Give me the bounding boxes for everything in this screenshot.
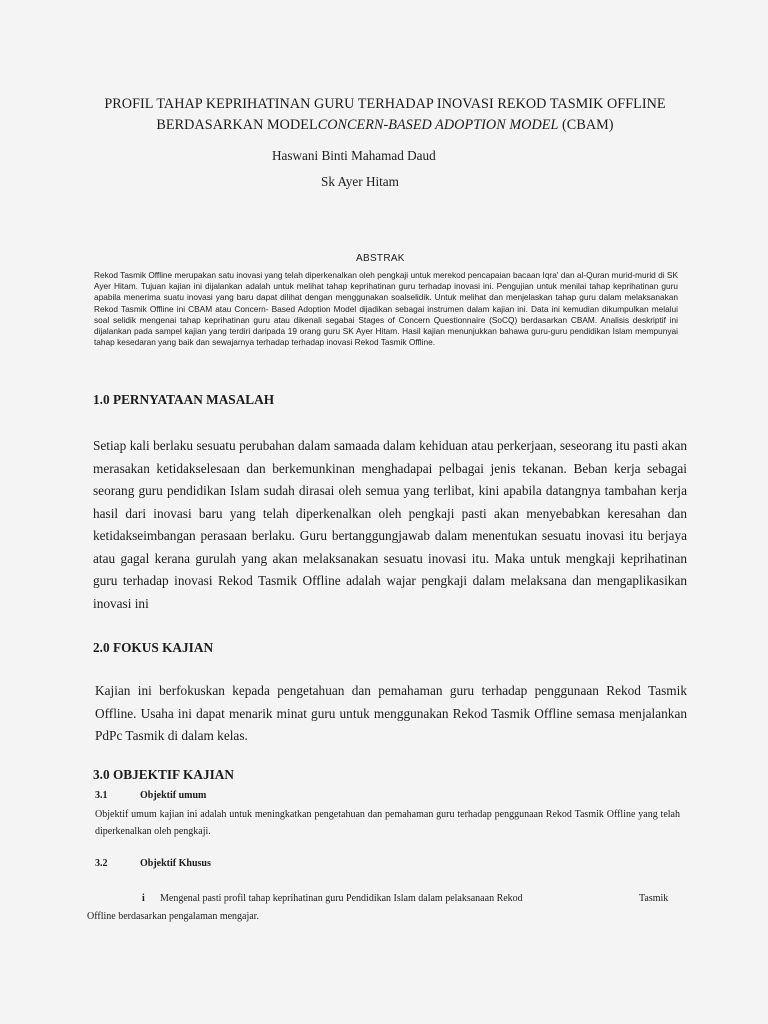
title-line-1: PROFIL TAHAP KEPRIHATINAN GURU TERHADAP INOVASI REKOD TASMIK OFFLINE xyxy=(104,96,666,112)
list-item-text: Mengenal pasti profil tahap keprihatinan guru Pendidikan Islam dalam pelaksanaan Rekod xyxy=(160,893,523,904)
section-3-heading: 3.0 OBJEKTIF KAJIAN xyxy=(93,767,234,782)
subsection-3-1-body: Objektif umum kajian ini adalah untuk meningkatkan pengetahuan dan pemahaman guru terhadap penggunaan Rekod Tasmik Offline yang telah diperkenalkan oleh pengkaji. xyxy=(95,809,680,837)
document-title xyxy=(60,94,710,136)
subsection-3-1-number: 3.1 xyxy=(95,790,108,801)
list-item-marker: i xyxy=(142,893,145,904)
list-item-continuation: Offline berdasarkan pengalaman mengajar. xyxy=(87,911,259,922)
abstract-heading: ABSTRAK xyxy=(356,253,405,264)
section-2-heading: 2.0 FOKUS KAJIAN xyxy=(93,640,214,655)
subsection-3-2-number: 3.2 xyxy=(95,858,108,869)
section-2-body: Kajian ini berfokuskan kepada pengetahuan dan pemahaman guru terhadap penggunaan Rekod Tasmik Offline. Usaha ini dapat menarik minat guru untuk menggunakan Rekod Tasmik Offline semasa menjalankan PdPc Tasmik di dalam kelas. xyxy=(95,683,687,743)
section-1-heading: 1.0 PERNYATAAN MASALAH xyxy=(93,392,275,407)
section-1-body: Setiap kali berlaku sesuatu perubahan dalam samaada dalam kehiduan atau perkerjaan, seseorang itu pasti akan merasakan ketidakselesaan dan berkemunkinan menghadapai pelbagai jenis tekanan. Beban kerja sebagai seorang guru pendidikan Islam sudah dirasai oleh semua yang terlibat, kini apabila datangnya tambahan kerja hasil dari inovasi baru yang telah diperkenalkan oleh pengkaji pasti akan menyebabkan keresahan dan ketidakseimbangan perasaan berlaku. Guru bertanggungjawab dalam menentukan sesuatu inovasi itu berjaya atau gagal kerana gurulah yang akan melaksanakan sesuatu inovasi itu. Maka untuk mengkaji keprihatinan guru terhadap inovasi Rekod Tasmik Offline adalah wajar pengkaji dalam melaksana dan mengaplikasikan inovasi ini xyxy=(93,438,687,611)
list-item-text-end: Tasmik xyxy=(639,893,669,904)
subsection-3-2-label: Objektif Khusus xyxy=(140,858,211,869)
title-italic-model: CONCERN-BASED ADOPTION MODEL xyxy=(317,117,559,133)
subsection-3-1-label: Objektif umum xyxy=(140,790,207,801)
title-line-2: BERDASARKAN MODELCONCERN-BASED ADOPTION MODEL (CBAM) xyxy=(156,117,614,133)
author-name: Haswani Binti Mahamad Daud xyxy=(272,148,436,163)
abstract-body: Rekod Tasmik Offline merupakan satu inovasi yang telah diperkenalkan oleh pengkaji untuk merekod pencapaian bacaan Iqra' dan al-Quran murid-murid di SK Ayer Hitam. Tujuan kajian ini dijalankan adalah untuk melihat tahap keprihatinan guru terhadap inovasi ini. Pengujian untuk menilai tahap keprihatinan guru apabila menerima suatu inovasi yang baru dapat dilihat dengan menggunakan soalselidik. Untuk melihat dan menjelaskan tahap guru dalam melaksanakan Rekod Tasmik Offline ini CBAM atau Concern- Based Adoption Model dijadikan sebagai instrumen dalam kajian ini. Data ini kemudian dikumpulkan melalui soal selidik mengenai tahap keprihatinan guru atau dikenali segabai Stages of Concern Questionnaire (SoCQ) berdasarkan CBAM. Analisis deskriptif ini dijalankan pada sampel kajian yang terdiri daripada 19 orang guru SK Ayer Hitam. Hasil kajian menunjukkan bahawa guru-guru pendidikan Islam mempunyai tahap kesedaran yang baik dan sewajarnya terhadap terhadap inovasi Rekod Tasmik Offline. xyxy=(94,270,678,348)
author-school: Sk Ayer Hitam xyxy=(321,174,399,189)
